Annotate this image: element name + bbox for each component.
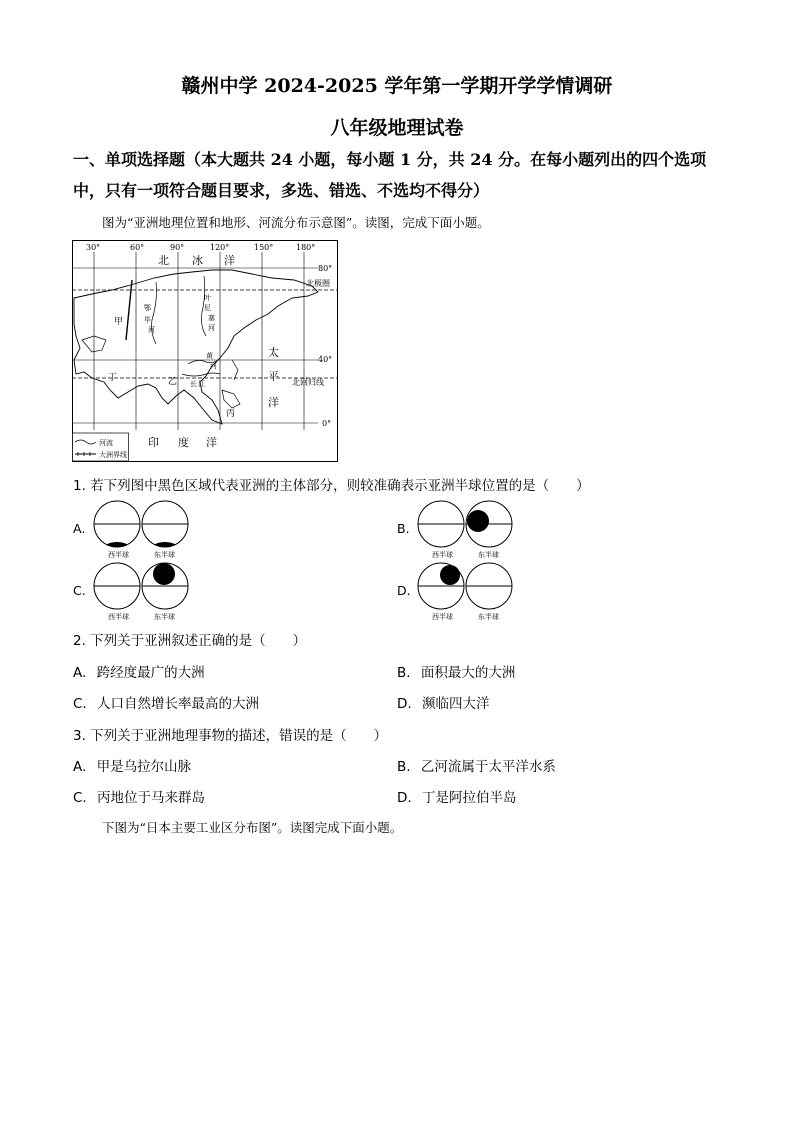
svg-text:印: 印 [148, 436, 159, 449]
q2-option-c-text: 人口自然增长率最高的大洲 [97, 696, 260, 712]
q1-option-a-label[interactable]: A. [73, 521, 86, 536]
svg-text:洋: 洋 [224, 254, 235, 267]
q2-option-c-label: C. [73, 696, 87, 712]
svg-text:80°: 80° [318, 264, 333, 273]
svg-text:乙: 乙 [168, 377, 178, 387]
q1-option-a-globes[interactable] [93, 500, 191, 550]
svg-text:40°: 40° [318, 355, 333, 364]
section-heading: 一、单项选择题（本大题共 24 小题，每小题 1 分，共 24 分。在每小题列出的四个选项中，只有一项符合题目要求，多选、错选、不选均不得分） [73, 150, 707, 200]
q1-option-b-globes[interactable] [417, 500, 515, 550]
q3-option-d-text: 丁是阿拉伯半岛 [421, 790, 517, 806]
svg-text:北: 北 [158, 254, 169, 267]
svg-text:30°: 30° [86, 243, 101, 252]
svg-text:甲: 甲 [114, 317, 124, 327]
question-2-stem: 2. 下列关于亚洲叙述正确的是（ ） [73, 633, 307, 649]
q1-b-west-label: 西半球 [432, 551, 453, 559]
q2-option-b-label: B. [397, 665, 411, 681]
q1-option-d-globes[interactable] [417, 562, 515, 612]
japan-map-intro: 下图为“日本主要工业区分布图”。读图完成下面小题。 [102, 820, 403, 835]
svg-text:冰: 冰 [192, 254, 203, 267]
svg-text:60°: 60° [130, 243, 145, 252]
q2-option-a-label: A. [73, 665, 87, 681]
svg-text:长: 长 [190, 380, 197, 388]
q2-option-d-label: D. [397, 696, 412, 712]
q1-a-west-label: 西半球 [108, 551, 129, 559]
map-intro: 图为“亚洲地理位置和地形、河流分布示意图”。读图，完成下面小题。 [102, 215, 490, 230]
svg-text:丙: 丙 [226, 409, 236, 419]
svg-text:0°: 0° [322, 419, 332, 428]
svg-text:丁: 丁 [108, 373, 118, 383]
svg-text:洋: 洋 [268, 396, 279, 409]
q3-option-b-text: 乙河流属于太平洋水系 [420, 759, 556, 775]
svg-text:北极圈: 北极圈 [306, 279, 330, 288]
q3-option-c-label: C. [73, 790, 87, 806]
q3-option-b-label: B. [397, 759, 411, 775]
svg-text:叶: 叶 [204, 294, 211, 302]
q3-option-c[interactable] [73, 786, 205, 806]
svg-text:洋: 洋 [206, 436, 217, 449]
q3-option-d-label: D. [397, 790, 412, 806]
svg-text:北回归线: 北回归线 [292, 378, 324, 387]
svg-text:塞: 塞 [208, 314, 215, 322]
question-1-stem: 1. 若下列图中黑色区域代表亚洲的主体部分，则较准确表示亚洲半球位置的是（ ） [73, 478, 590, 494]
q1-c-west-label: 西半球 [108, 613, 129, 621]
q1-option-c-globes[interactable] [93, 562, 191, 612]
svg-text:120°: 120° [210, 243, 230, 252]
q2-option-a-text: 跨经度最广的大洲 [96, 665, 205, 681]
svg-text:尼: 尼 [204, 304, 211, 312]
svg-text:太: 太 [268, 346, 279, 359]
q1-option-b-label[interactable]: B. [397, 521, 410, 536]
svg-text:河: 河 [208, 324, 215, 332]
svg-text:江: 江 [198, 380, 205, 388]
svg-text:度: 度 [178, 436, 189, 449]
exam-title: 赣州中学 2024-2025 学年第一学期开学学情调研 [181, 75, 613, 97]
svg-text:150°: 150° [254, 243, 274, 252]
q3-option-b[interactable] [397, 755, 556, 775]
exam-subtitle: 八年级地理试卷 [330, 117, 464, 139]
svg-text:河流: 河流 [99, 439, 113, 447]
svg-text:河: 河 [210, 362, 217, 370]
q3-option-a[interactable] [73, 755, 191, 775]
q3-option-d[interactable] [397, 786, 516, 806]
asia-map [72, 240, 338, 462]
svg-text:河: 河 [148, 326, 155, 334]
q1-a-east-label: 东半球 [154, 551, 175, 559]
q1-option-c-label[interactable]: C. [73, 583, 86, 598]
q3-option-a-label: A. [73, 759, 87, 775]
svg-text:大洲界线: 大洲界线 [99, 451, 127, 459]
svg-text:90°: 90° [170, 243, 185, 252]
q2-option-a[interactable] [73, 661, 205, 681]
q1-d-west-label: 西半球 [432, 613, 453, 621]
q1-option-d-label[interactable]: D. [397, 583, 411, 598]
svg-text:180°: 180° [296, 243, 316, 252]
q3-option-a-text: 甲是乌拉尔山脉 [96, 759, 192, 775]
q1-b-east-label: 东半球 [478, 551, 499, 559]
svg-text:黄: 黄 [206, 352, 213, 360]
q2-option-d-text: 濒临四大洋 [421, 696, 490, 712]
q3-option-c-text: 丙地位于马来群岛 [97, 790, 206, 806]
question-3-stem: 3. 下列关于亚洲地理事物的描述，错误的是（ ） [73, 728, 388, 744]
svg-text:毕: 毕 [144, 316, 151, 324]
q1-c-east-label: 东半球 [154, 613, 175, 621]
q1-d-east-label: 东半球 [478, 613, 499, 621]
q2-option-c[interactable] [73, 692, 259, 712]
svg-text:鄂: 鄂 [144, 304, 151, 312]
q2-option-b[interactable] [397, 661, 515, 681]
q2-option-d[interactable] [397, 692, 489, 712]
q2-option-b-text: 面积最大的大洲 [420, 665, 516, 681]
svg-text:平: 平 [268, 370, 279, 383]
